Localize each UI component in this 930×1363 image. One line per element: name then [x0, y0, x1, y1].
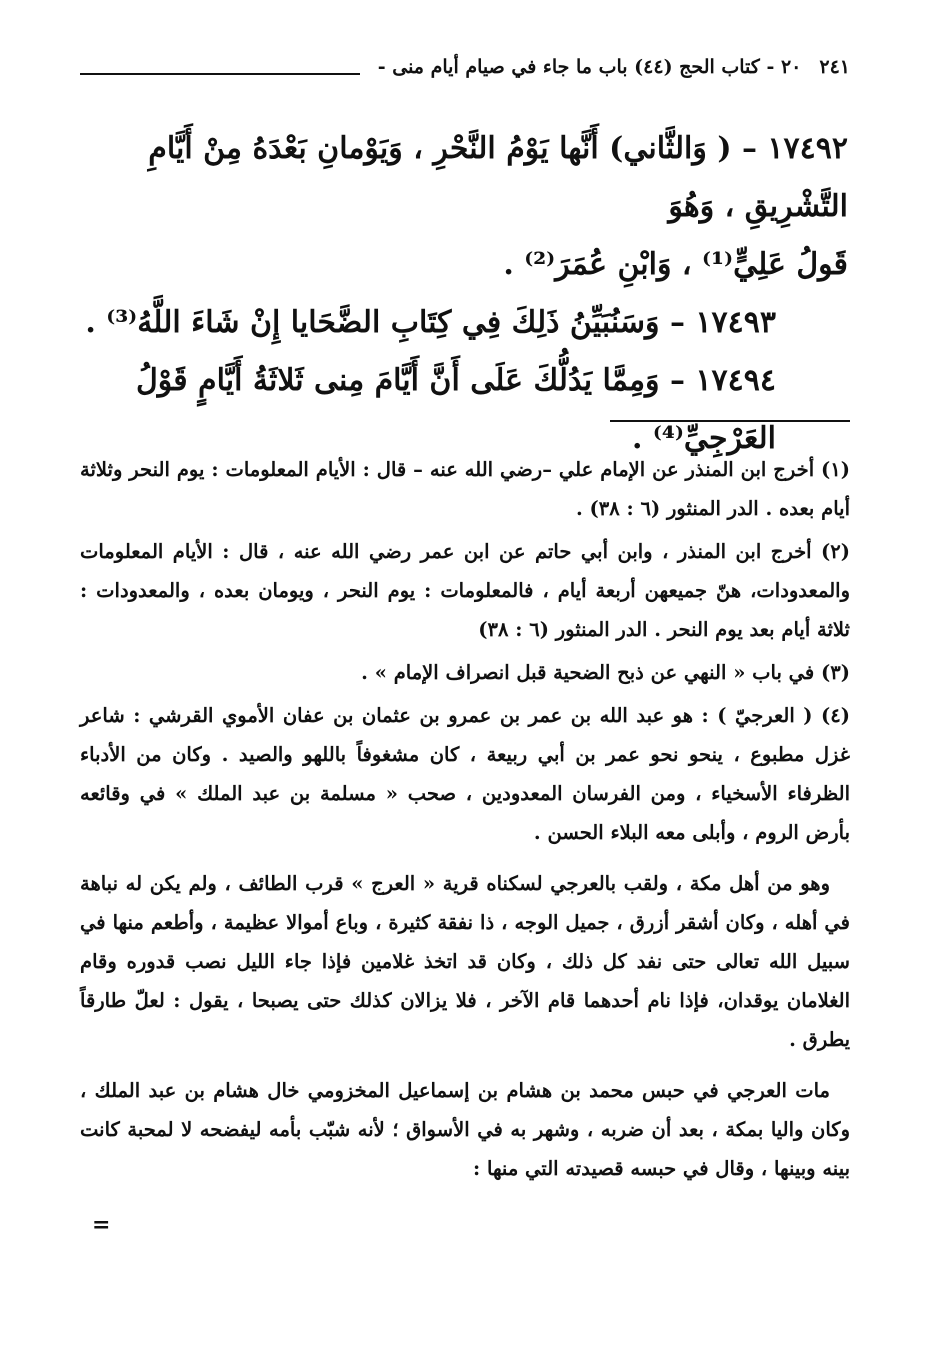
page-number: ٢٤١	[819, 56, 850, 78]
footnote-1: (١) أخرج ابن المنذر عن الإمام علي –رضي الله عنه – قال : الأيام المعلومات : يوم النحر وثلاثة أيام بعده . الدر المنثور (٦ : ٣٨) .	[80, 458, 850, 520]
running-header	[80, 56, 850, 78]
footnote-separator	[610, 420, 850, 422]
footnote-3: (٣) في باب « النهي عن ذبح الضحية قبل انصراف الإمام » .	[361, 661, 850, 684]
paragraph-17494: ١٧٤٩٤ – وَمِمَّا يَدُلُّكَ عَلَى أَنَّ أَيَّامَ مِنى ثَلاثَةُ أَيَّامٍ قَوْلُ العَرْجِيِّ⁽⁴⁾ .	[135, 363, 776, 456]
footnotes	[80, 450, 850, 1192]
footnote-4-paragraph-3: مات العرجي في حبس محمد بن هشام بن إسماعيل المخزومي خال هشام بن عبد الملك ، وكان واليا بمكة ، بعد أن ضربه ، وشهر به في الأسواق ؛ لأنه شبّب بأمه ليفضحه لا لمحبة كانت بينه وبينها ، وقال في حبسه قصيدته التي منها :	[80, 1079, 850, 1180]
header-title: ٢٠ - كتاب الحج (٤٤) باب ما جاء في صيام أيام منى -	[377, 56, 802, 78]
footnote-4-paragraph-2: وهو من أهل مكة ، ولقب بالعرجي لسكناه قرية « العرج » قرب الطائف ، ولم يكن له نباهة في أهله ، وكان أشقر أزرق ، جميل الوجه ، ذا نفقة كثيرة ، وباع أموالا عظيمة ، وأطعم منها في سبيل الله تعالى حتى نفد كل ذلك ، وكان قد اتخذ غلامين فإذا جاء الليل نصب قدوره وقام الغلامان يوقدان، فإذا نام أحدهما قام الآخر ، فلا يزالان كذلك حتى يصبحا ، يقول : لعلّ طارقاً يطرق .	[80, 872, 850, 1051]
paragraph-17492-line2: قَولُ عَلِيٍّ⁽¹⁾ ، وَابْنِ عُمَرَ⁽²⁾ .	[503, 247, 848, 282]
header-rule	[80, 73, 360, 75]
footnote-2: (٢) أخرج ابن المنذر ، وابن أبي حاتم عن ابن عمر رضي الله عنه ، قال : الأيام المعلومات والمعدودات، هنّ جميعهن أربعة أيام ، فالمعلومات : يوم النحر ، ويومان بعده ، والمعدودات : ثلاثة أيام بعد يوم النحر . الدر المنثور (٦ : ٣٨)	[80, 540, 850, 641]
paragraph-17492-line1: ١٧٤٩٢ – ( وَالثَّاني) أَنَّها يَوْمُ النَّحْرِ ، وَيَوْمانِ بَعْدَهُ مِنْ أَيَّامِ التَّشْرِيقِ ، وَهُوَ	[148, 131, 848, 224]
footnote-4: (٤) ( العرجيّ ) : هو عبد الله بن عمر بن عمرو بن عثمان بن عفان الأموي القرشي : شاعر غزل مطبوع ، ينحو نحو عمر بن أبي ربيعة ، كان مشغوفاً باللهو والصيد . وكان من الأدباء الظرفاء الأسخياء ، ومن الفرسان المعدودين ، صحب « مسلمة بن عبد الملك » في وقائعه بأرض الروم ، وأبلى معه البلاء الحسن .	[80, 704, 850, 844]
continuation-mark: =	[92, 1212, 111, 1238]
main-text	[80, 120, 848, 468]
paragraph-17493: ١٧٤٩٣ – وَسَنُبَيِّنُ ذَلِكَ فِي كِتَابِ الضَّحَايا إِنْ شَاءَ اللَّهُ⁽³⁾ .	[85, 305, 776, 340]
